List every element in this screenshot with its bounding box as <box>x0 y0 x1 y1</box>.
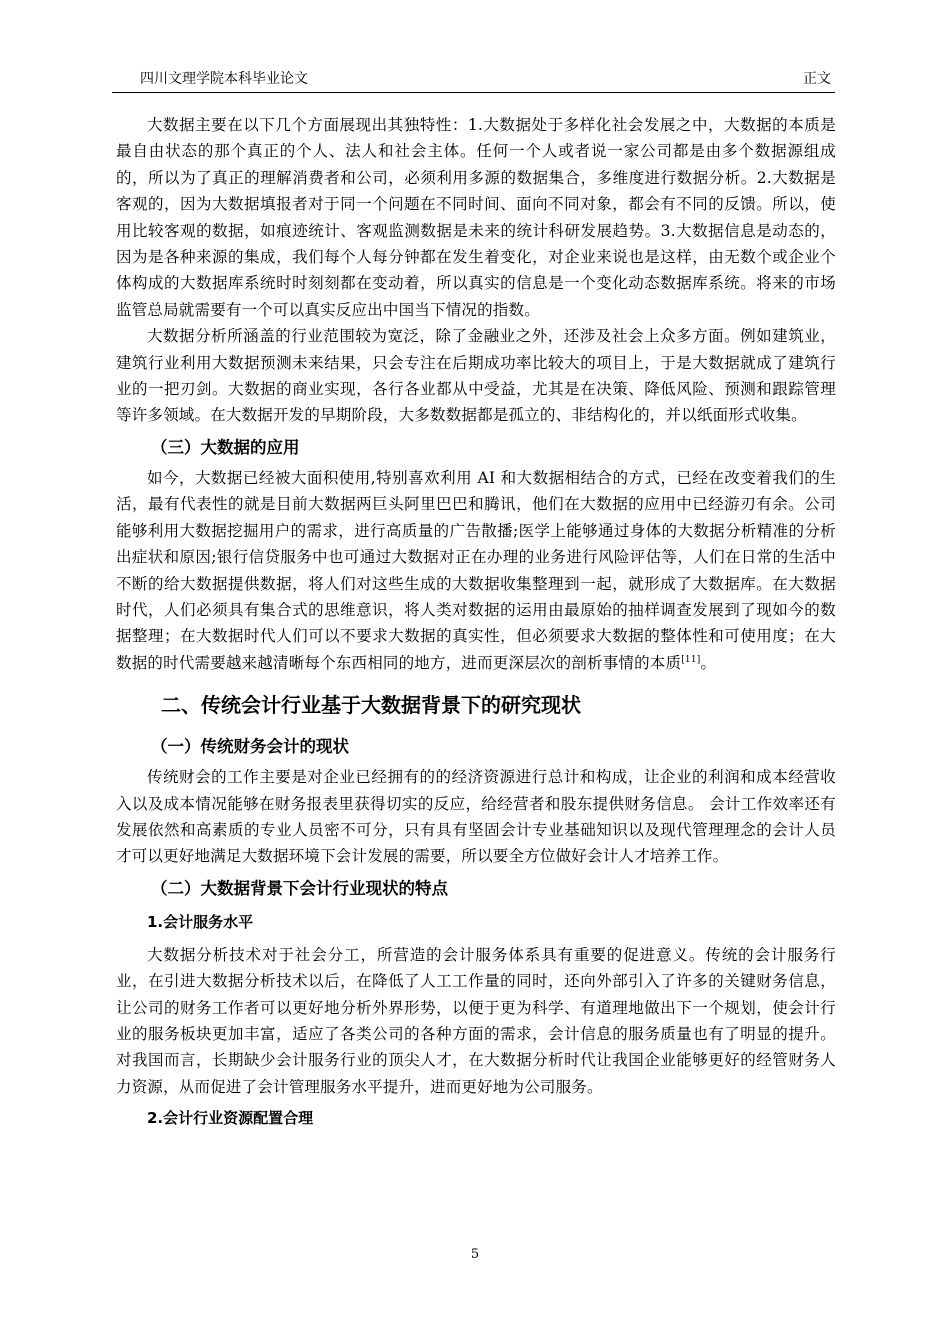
subsection-heading-service-level: 1.会计服务水平 <box>147 912 254 931</box>
paragraph-text: 如今，大数据已经被大面积使用,特别喜欢利用 AI 和大数据相结合的方式，已经在改变着我们的生活，最有代表性的就是目前大数据两巨头阿里巴巴和腾讯，他们在大数据的应用中已经游刃有余。公司能够利用大数据挖掘用户的需求，进行高质量的广告散播;医学上能够通过身体的大数据分析精准的分析出症状和原因;银行信贷服务中也可通过大数据对正在办理的业务进行风险评估等，人们在日常的生活中不断的给大数据提供数据，将人们对这些生成的大数据收集整理到一起，就形成了大数据库。在大数据时代，人们必须具有集合式的思维意识，将人类对数据的运用由最原始的抽样调查发展到了现如今的数据整理；在大数据时代人们可以不要求大数据的真实性，但必须要求大数据的整体性和可使用度；在大数据的时代需要越来越清晰每个东西相同的地方，进而更深层次的剖析事情的本质 <box>116 468 836 672</box>
section-heading-accounting-features: （二）大数据背景下会计行业现状的特点 <box>151 878 448 898</box>
page-number: 5 <box>470 1247 480 1262</box>
page-header <box>112 62 835 93</box>
paragraph-traditional-accounting: 传统财会的工作主要是对企业已经拥有的的经济资源进行总计和构成，让企业的利润和成本经营收入以及成本情况能够在财务报表里获得切实的反应，给经营者和股东提供财务信息。 会计工作效率还有发展依然和高素质的专业人员密不可分，只有具有坚固会计专业基础知识以及现代管理理念的会计人员才可以更好地满足大数据环境下会计发展的需要，所以要全方位做好会计人才培养工作。 <box>116 768 836 866</box>
header-section-label: 正文 <box>803 71 831 87</box>
paragraph-big-data-application <box>116 465 836 676</box>
section-heading-big-data-application: （三）大数据的应用 <box>151 437 300 457</box>
chapter-heading-research-status: 二、传统会计行业基于大数据背景下的研究现状 <box>161 693 581 718</box>
document-body <box>116 112 836 1138</box>
paragraph-big-data-characteristics: 大数据主要在以下几个方面展现出其独特性：1.大数据处于多样化社会发展之中，大数据的本质是最自由状态的那个真正的个人、法人和社会主体。任何一个人或者说一家公司都是由多个数据源组成的，所以为了真正的理解消费者和公司，必须利用多源的数据集合，多维度进行数据分析。2.大数据是客观的，因为大数据填报者对于同一个问题在不同时间、面向不同对象，都会有不同的反馈。所以，使用比较客观的数据，如痕迹统计、客观监测数据是未来的统计科研发展趋势。3.大数据信息是动态的，因为是各种来源的集成，我们每个人每分钟都在发生着变化，对企业来说也是这样，由无数个或企业个体构成的大数据库系统时时刻刻都在变动着，所以真实的信息是一个变化动态数据库系统。将来的市场监管总局就需要有一个可以真实反应出中国当下情况的指数。 <box>116 116 836 319</box>
paragraph-big-data-industry-scope: 大数据分析所涵盖的行业范围较为宽泛，除了金融业之外，还涉及社会上众多方面。例如建筑业，建筑行业利用大数据预测未来结果，只会专注在后期成功率比较大的项目上，于是大数据就成了建筑行业的一把刃剑。大数据的商业实现，各行各业都从中受益，尤其是在决策、降低风险、预测和跟踪管理等许多领域。在大数据开发的早期阶段，大多数数据都是孤立的、非结构化的，并以纸面形式收集。 <box>116 327 836 425</box>
header-thesis-title: 四川文理学院本科毕业论文 <box>140 71 308 87</box>
citation-reference: [11] <box>681 654 701 665</box>
subsection-heading-resource-allocation: 2.会计行业资源配置合理 <box>147 1109 314 1128</box>
section-heading-traditional-accounting: （一）传统财务会计的现状 <box>151 737 349 757</box>
paragraph-end-punct: 。 <box>700 653 717 672</box>
paragraph-service-level: 大数据分析技术对于社会分工，所营造的会计服务体系具有重要的促进意义。传统的会计服务行业，在引进大数据分析技术以后，在降低了人工工作量的同时，还向外部引入了许多的关键财务信息，让公司的财务工作者可以更好地分析外界形势，以便于更为科学、有道理地做出下一个规划，使会计行业的服务板块更加丰富，适应了各类公司的各种方面的需求，会计信息的服务质量也有了明显的提升。对我国而言，长期缺少会计服务行业的顶尖人才，在大数据分析时代让我国企业能够更好的经管财务人力资源，从而促进了会计管理服务水平提升，进而更好地为公司服务。 <box>116 945 836 1096</box>
